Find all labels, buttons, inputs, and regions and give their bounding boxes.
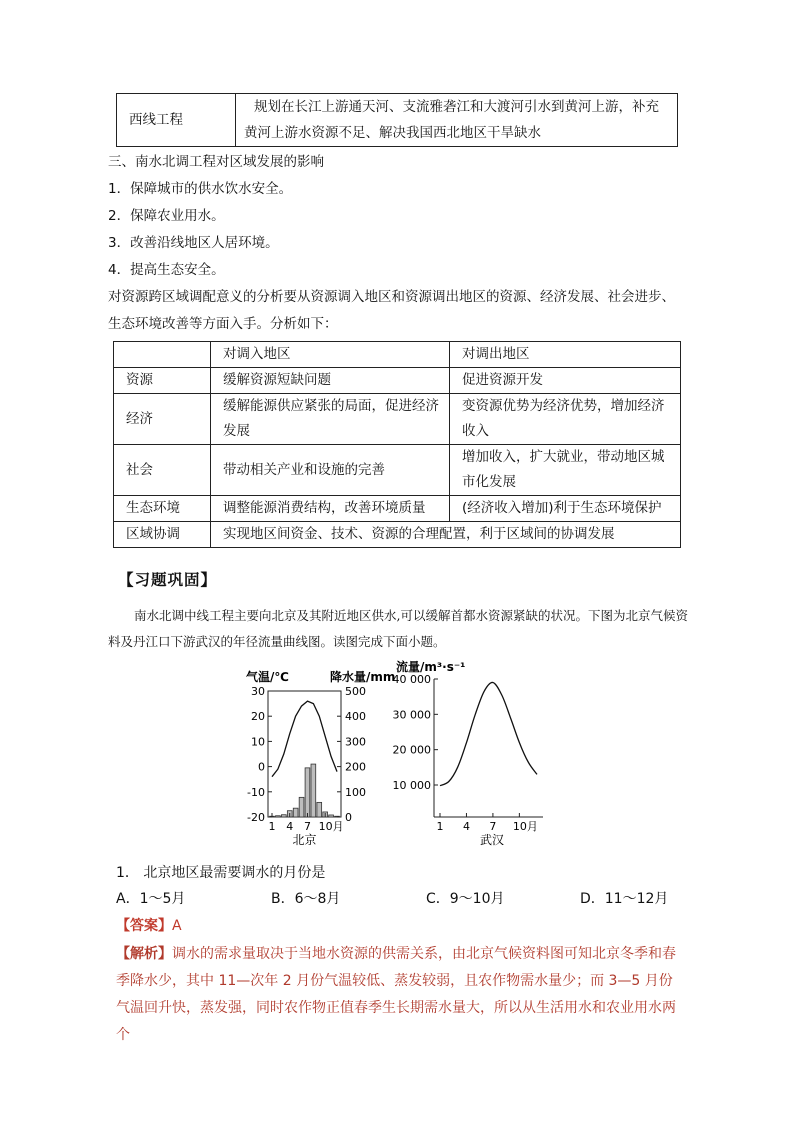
row-label: 社会	[114, 445, 211, 496]
temp-tick-label: 20	[251, 710, 265, 724]
row-label: 生态环境	[114, 496, 211, 522]
x-tick-label: 4	[462, 820, 470, 833]
temp-tick-label: 0	[258, 760, 265, 774]
answer-label: 【答案】	[116, 918, 172, 934]
flow-axis-title: 流量/m³·s⁻¹	[396, 660, 466, 674]
temp-tick-label: -20	[247, 811, 265, 824]
header-cell	[114, 342, 211, 368]
row-label: 区域协调	[114, 522, 211, 548]
flow-tick-label: 10 000	[392, 779, 431, 792]
x-tick-label: 1	[268, 820, 276, 833]
answer-line	[116, 915, 182, 935]
table-row	[114, 368, 681, 394]
precip-tick-label: 0	[345, 811, 352, 824]
option-a[interactable]: A．1～5月	[116, 891, 186, 907]
chart-title: 武汉	[479, 833, 505, 847]
flow-tick-label: 20 000	[392, 743, 431, 757]
x-tick-label: 7	[303, 820, 311, 833]
left-axis-title: 气温/℃	[246, 670, 289, 684]
precip-tick-label: 500	[345, 685, 366, 698]
climate-and-flow-charts	[0, 655, 794, 855]
option-d[interactable]: D．11～12月	[580, 891, 669, 907]
exercise-title: 【习题巩固】	[118, 571, 218, 589]
list-item: 3．改善沿线地区人居环境。	[108, 235, 279, 251]
list-item: 1．保障城市的供水饮水安全。	[108, 181, 293, 197]
section-heading: 三、南水北调工程对区域发展的影响	[108, 154, 324, 170]
precip-bar	[299, 797, 304, 817]
x-tick-label: 10月	[512, 820, 538, 833]
resource-allocation-table	[113, 341, 681, 548]
table-cell: 促进资源开发	[450, 368, 681, 394]
table-row	[114, 496, 681, 522]
precip-tick-label: 100	[345, 785, 366, 799]
option-b[interactable]: B．6～8月	[271, 891, 341, 907]
row-label: 资源	[114, 368, 211, 394]
x-tick-label: 7	[489, 820, 497, 833]
analysis-body: 调水的需求量取决于当地水资源的供需关系，由北京气候资料图可知北京冬季和春季降水少，其中 11—次年 2 月份气温较低、蒸发较弱，且农作物需水量少；而 3—5 月份气温回升快，蒸发强，同时农作物正值春季生长期需水量大，所以从生活用水和农业用水两个	[116, 946, 676, 1043]
table-row	[117, 94, 678, 147]
table-cell: 缓解资源短缺问题	[211, 368, 450, 394]
precip-bar	[305, 768, 310, 817]
table-cell: 实现地区间资金、技术、资源的合理配置，利于区域间的协调发展	[211, 522, 681, 548]
route-name: 西线工程	[117, 94, 236, 147]
precip-bar	[311, 764, 316, 817]
flow-tick-label: 40 000	[392, 673, 431, 686]
west-route-table	[116, 93, 678, 147]
question-stem: 1． 北京地区最需要调水的月份是	[116, 865, 326, 881]
analysis-label: 【解析】	[116, 946, 172, 962]
header-cell: 对调出地区	[450, 342, 681, 368]
table-row	[114, 394, 681, 445]
option-c[interactable]: C．9～10月	[426, 891, 505, 907]
table-cell: 增加收入，扩大就业，带动地区城市化发展	[450, 445, 681, 496]
right-axis-title: 降水量/mm	[330, 670, 396, 684]
precip-bar	[317, 802, 322, 817]
table-cell: 带动相关产业和设施的完善	[211, 445, 450, 496]
precip-tick-label: 300	[345, 735, 366, 749]
route-description: 规划在长江上游通天河、支流雅砻江和大渡河引水到黄河上游，补充黄河上游水资源不足、解决我国西北地区干旱缺水	[236, 94, 678, 147]
precip-bar	[281, 815, 286, 817]
analysis-text	[116, 941, 686, 1049]
x-tick-label: 1	[436, 820, 444, 833]
list-item: 2．保障农业用水。	[108, 208, 225, 224]
table-cell: (经济收入增加)利于生态环境保护	[450, 496, 681, 522]
answer-value: A	[172, 918, 182, 934]
row-label: 经济	[114, 394, 211, 445]
temp-tick-label: 30	[251, 685, 265, 698]
x-tick-label: 4	[286, 820, 294, 833]
flow-line	[440, 682, 537, 785]
precip-bar	[276, 816, 281, 817]
table-row	[114, 445, 681, 496]
table-cell: 缓解能源供应紧张的局面，促进经济发展	[211, 394, 450, 445]
precip-tick-label: 200	[345, 760, 366, 774]
chart-title: 北京	[292, 833, 317, 847]
precip-bar	[293, 808, 298, 817]
table-header-row	[114, 342, 681, 368]
temperature-line	[272, 701, 337, 777]
flow-tick-label: 30 000	[392, 708, 431, 722]
temp-tick-label: -10	[247, 785, 265, 799]
x-tick-label: 10月	[318, 820, 344, 833]
table-cell: 变资源优势为经济优势，增加经济收入	[450, 394, 681, 445]
header-cell: 对调入地区	[211, 342, 450, 368]
analysis-intro-paragraph: 对资源跨区域调配意义的分析要从资源调入地区和资源调出地区的资源、经济发展、社会进步、生态环境改善等方面入手。分析如下：	[108, 289, 675, 332]
temp-tick-label: 10	[251, 735, 265, 749]
table-row	[114, 522, 681, 548]
exercise-intro: 南水北调中线工程主要向北京及其附近地区供水,可以缓解首都水资源紧缺的状况。下图为北京气候资料及丹江口下游武汉的年径流量曲线图。读图完成下面小题。	[108, 608, 688, 649]
precip-bar	[329, 815, 334, 817]
wuhan-flow-chart	[393, 659, 544, 847]
beijing-climate-chart	[246, 669, 395, 847]
precip-tick-label: 400	[345, 710, 366, 724]
list-item: 4．提高生态安全。	[108, 262, 225, 278]
table-cell: 调整能源消费结构，改善环境质量	[211, 496, 450, 522]
